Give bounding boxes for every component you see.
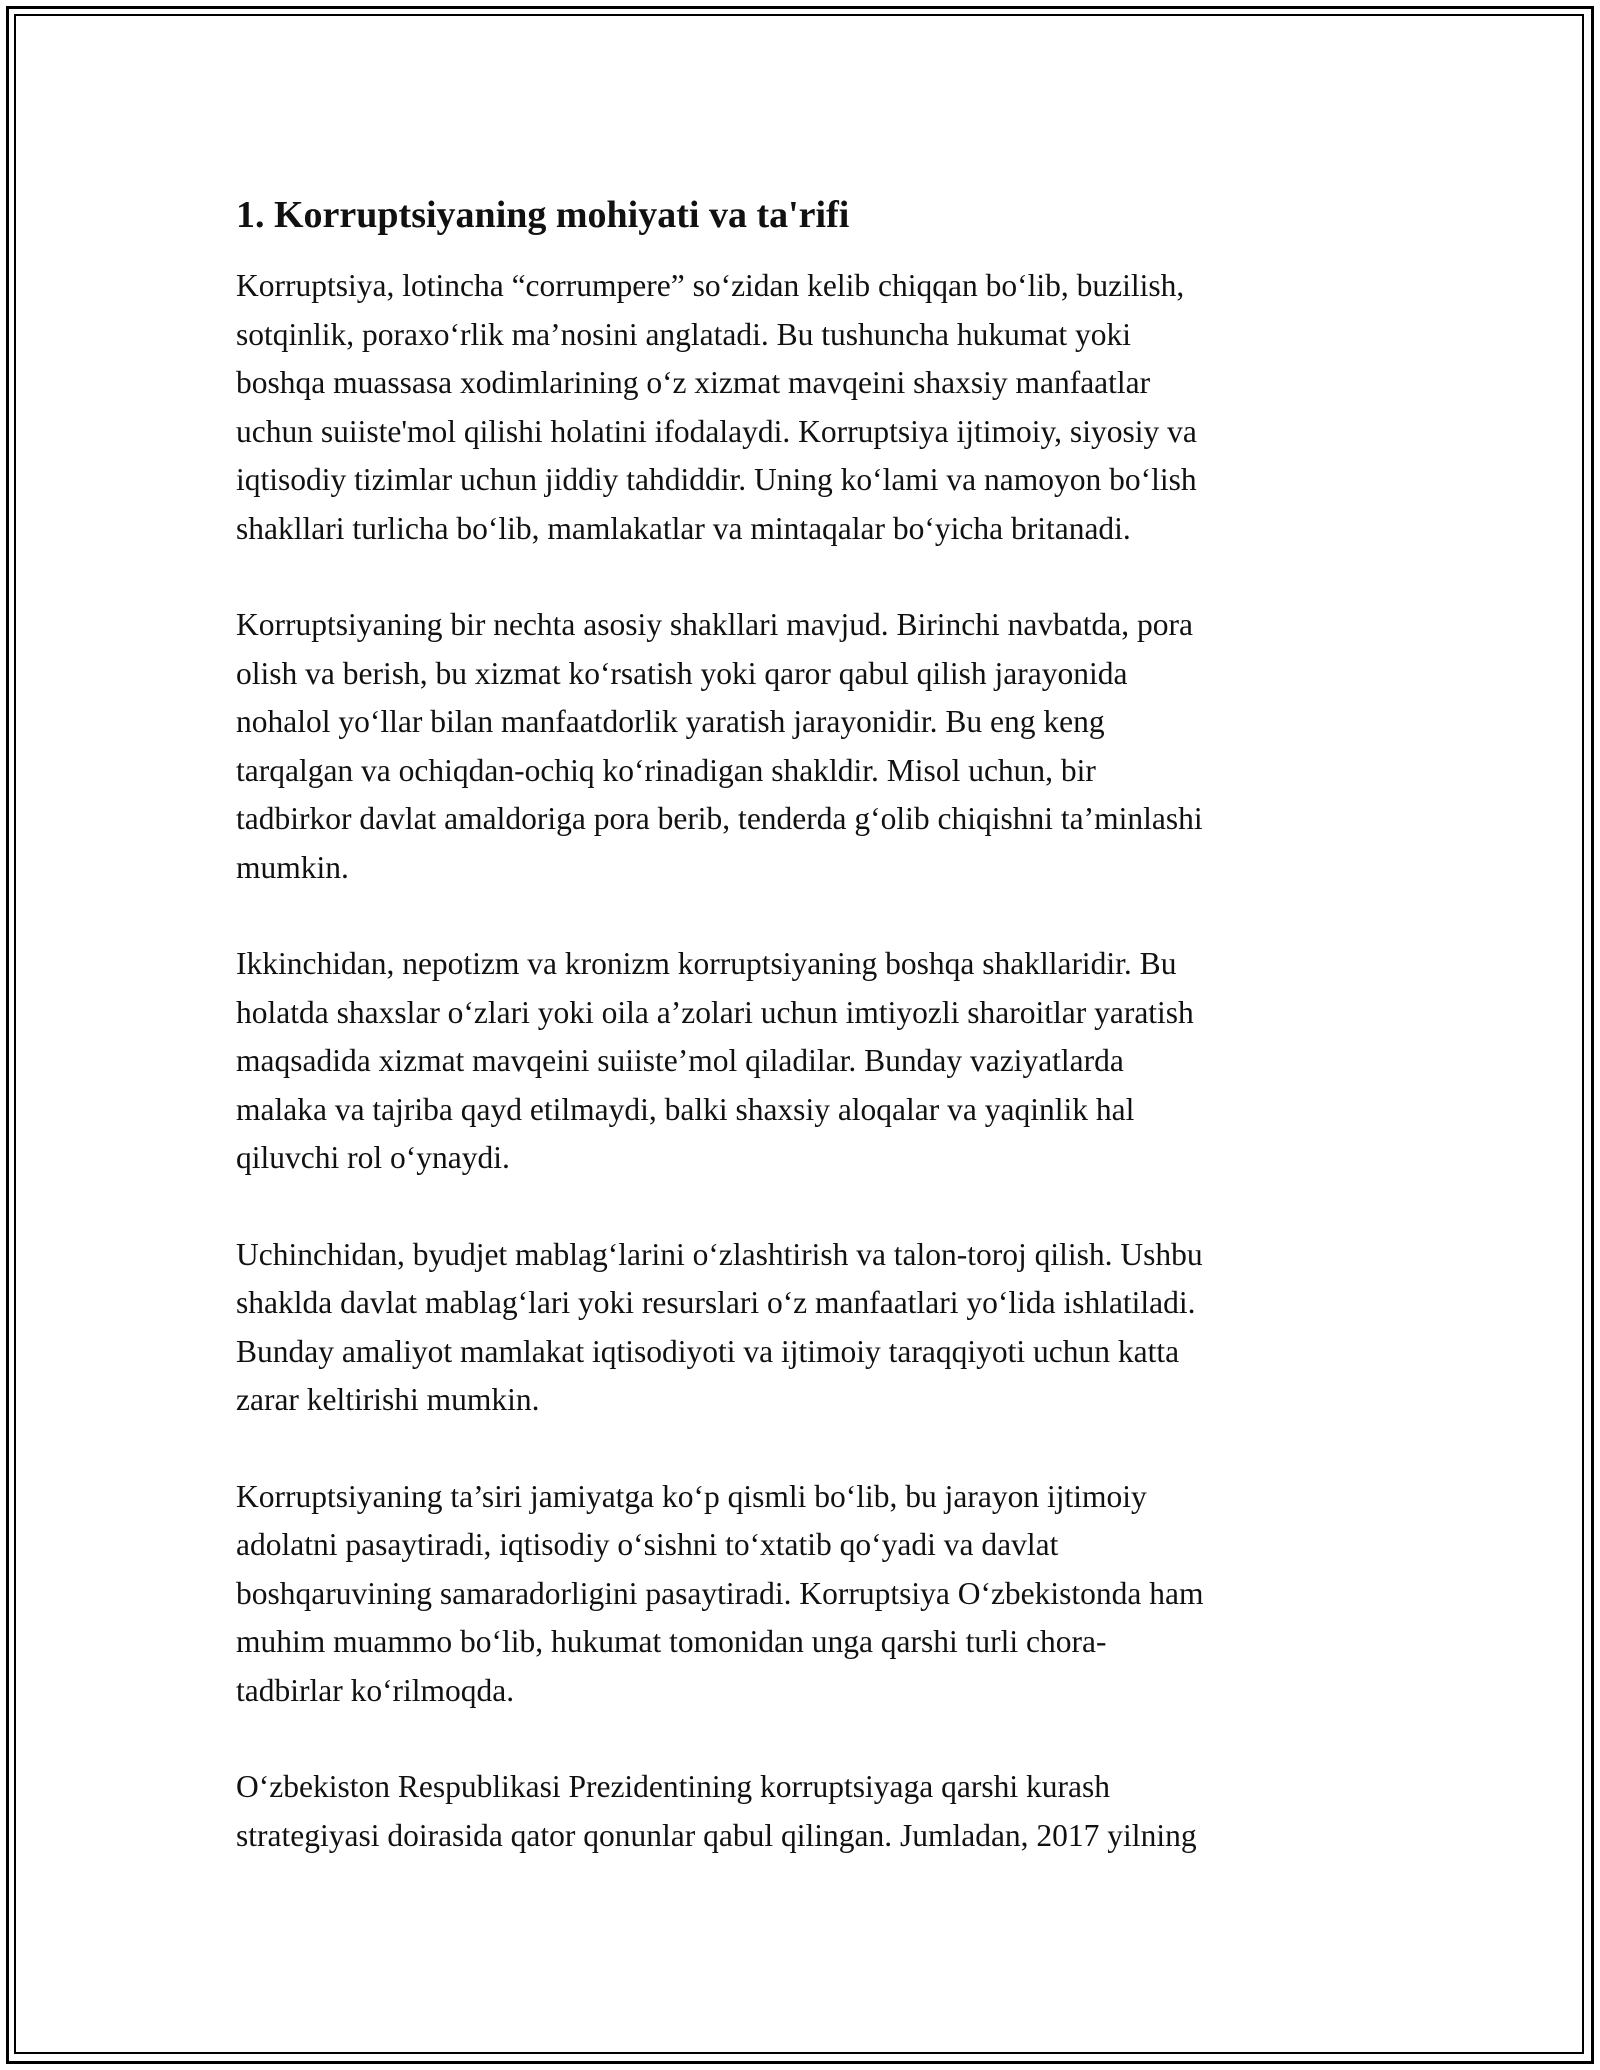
- paragraph-line: muhim muammo bo‘lib, hukumat tomonidan unga qarshi turli chora-: [236, 1624, 1107, 1659]
- paragraph-line: O‘zbekiston Respublikasi Prezidentining korruptsiyaga qarshi kurash: [236, 1769, 1110, 1804]
- document-body: [236, 190, 1366, 1908]
- paragraph-line: olish va berish, bu xizmat ko‘rsatish yoki qaror qabul qilish jarayonida: [236, 655, 1128, 691]
- paragraph: [236, 262, 1366, 553]
- paragraph-line: malaka va tajriba qayd etilmaydi, balki shaxsiy aloqalar va yaqinlik hal: [236, 1091, 1135, 1127]
- paragraph-line: iqtisodiy tizimlar uchun jiddiy tahdiddir. Uning ko‘lami va namoyon bo‘lish: [236, 462, 1197, 497]
- paragraph-line: tarqalgan va ochiqdan-ochiq ko‘rinadigan shakldir. Misol uchun, bir: [236, 752, 1096, 788]
- paragraph-line: nohalol yo‘llar bilan manfaatdorlik yaratish jarayonidir. Bu eng keng: [236, 704, 1105, 739]
- paragraph: [236, 1231, 1366, 1425]
- paragraph: [236, 1763, 1366, 1860]
- paragraph-line: strategiyasi doirasida qator qonunlar qabul qilingan. Jumladan, 2017 yilning: [236, 1817, 1197, 1853]
- paragraph-line: tadbirlar ko‘rilmoqda.: [236, 1672, 515, 1708]
- paragraph-line: shaklda davlat mablag‘lari yoki resurslari o‘z manfaatlari yo‘lida ishlatiladi.: [236, 1285, 1196, 1320]
- paragraph-line: uchun suiiste'mol qilishi holatini ifodalaydi. Korruptsiya ijtimoiy, siyosiy va: [236, 413, 1197, 449]
- paragraph-line: boshqa muassasa xodimlarining o‘z xizmat mavqeini shaxsiy manfaatlar: [236, 365, 1151, 400]
- paragraph-line: qiluvchi rol o‘ynaydi.: [236, 1140, 510, 1175]
- paragraph-line: Korruptsiyaning bir nechta asosiy shakllari mavjud. Birinchi navbatda, pora: [236, 607, 1194, 642]
- paragraph-line: Bunday amaliyot mamlakat iqtisodiyoti va ijtimoiy taraqqiyoti uchun katta: [236, 1333, 1180, 1369]
- paragraph-line: shakllari turlicha bo‘lib, mamlakatlar va mintaqalar bo‘yicha britanadi.: [236, 510, 1131, 546]
- paragraph-line: boshqaruvining samaradorligini pasaytiradi. Korruptsiya O‘zbekistonda ham: [236, 1575, 1204, 1611]
- paragraph-line: zarar keltirishi mumkin.: [236, 1382, 540, 1417]
- paragraph-line: Uchinchidan, byudjet mablag‘larini o‘zlashtirish va talon-toroj qilish. Ushbu: [236, 1236, 1203, 1272]
- paragraph-line: sotqinlik, poraxo‘rlik ma’nosini anglatadi. Bu tushuncha hukumat yoki: [236, 316, 1131, 352]
- paragraph: [236, 601, 1366, 892]
- paragraph-line: mumkin.: [236, 849, 349, 885]
- paragraph-line: tadbirkor davlat amaldoriga pora berib, tenderda g‘olib chiqishni ta’minlashi: [236, 801, 1203, 836]
- paragraph: [236, 1473, 1366, 1716]
- paragraph-line: Korruptsiyaning ta’siri jamiyatga ko‘p qismli bo‘lib, bu jarayon ijtimoiy: [236, 1478, 1147, 1514]
- paragraph: [236, 940, 1366, 1183]
- paragraph-line: maqsadida xizmat mavqeini suiiste’mol qiladilar. Bunday vaziyatlarda: [236, 1043, 1124, 1078]
- paragraph-line: Ikkinchidan, nepotizm va kronizm korruptsiyaning boshqa shakllaridir. Bu: [236, 946, 1177, 981]
- paragraph-line: adolatni pasaytiradi, iqtisodiy o‘sishni to‘xtatib qo‘yadi va davlat: [236, 1527, 1059, 1562]
- paragraphs-container: [236, 262, 1366, 1860]
- paragraph-line: holatda shaxslar o‘zlari yoki oila a’zolari uchun imtiyozli sharoitlar yaratish: [236, 994, 1194, 1030]
- section-heading: 1. Korruptsiyaning mohiyati va ta'rifi: [236, 194, 850, 236]
- paragraph-line: Korruptsiya, lotincha “corrumpere” so‘zidan kelib chiqqan bo‘lib, buzilish,: [236, 268, 1185, 303]
